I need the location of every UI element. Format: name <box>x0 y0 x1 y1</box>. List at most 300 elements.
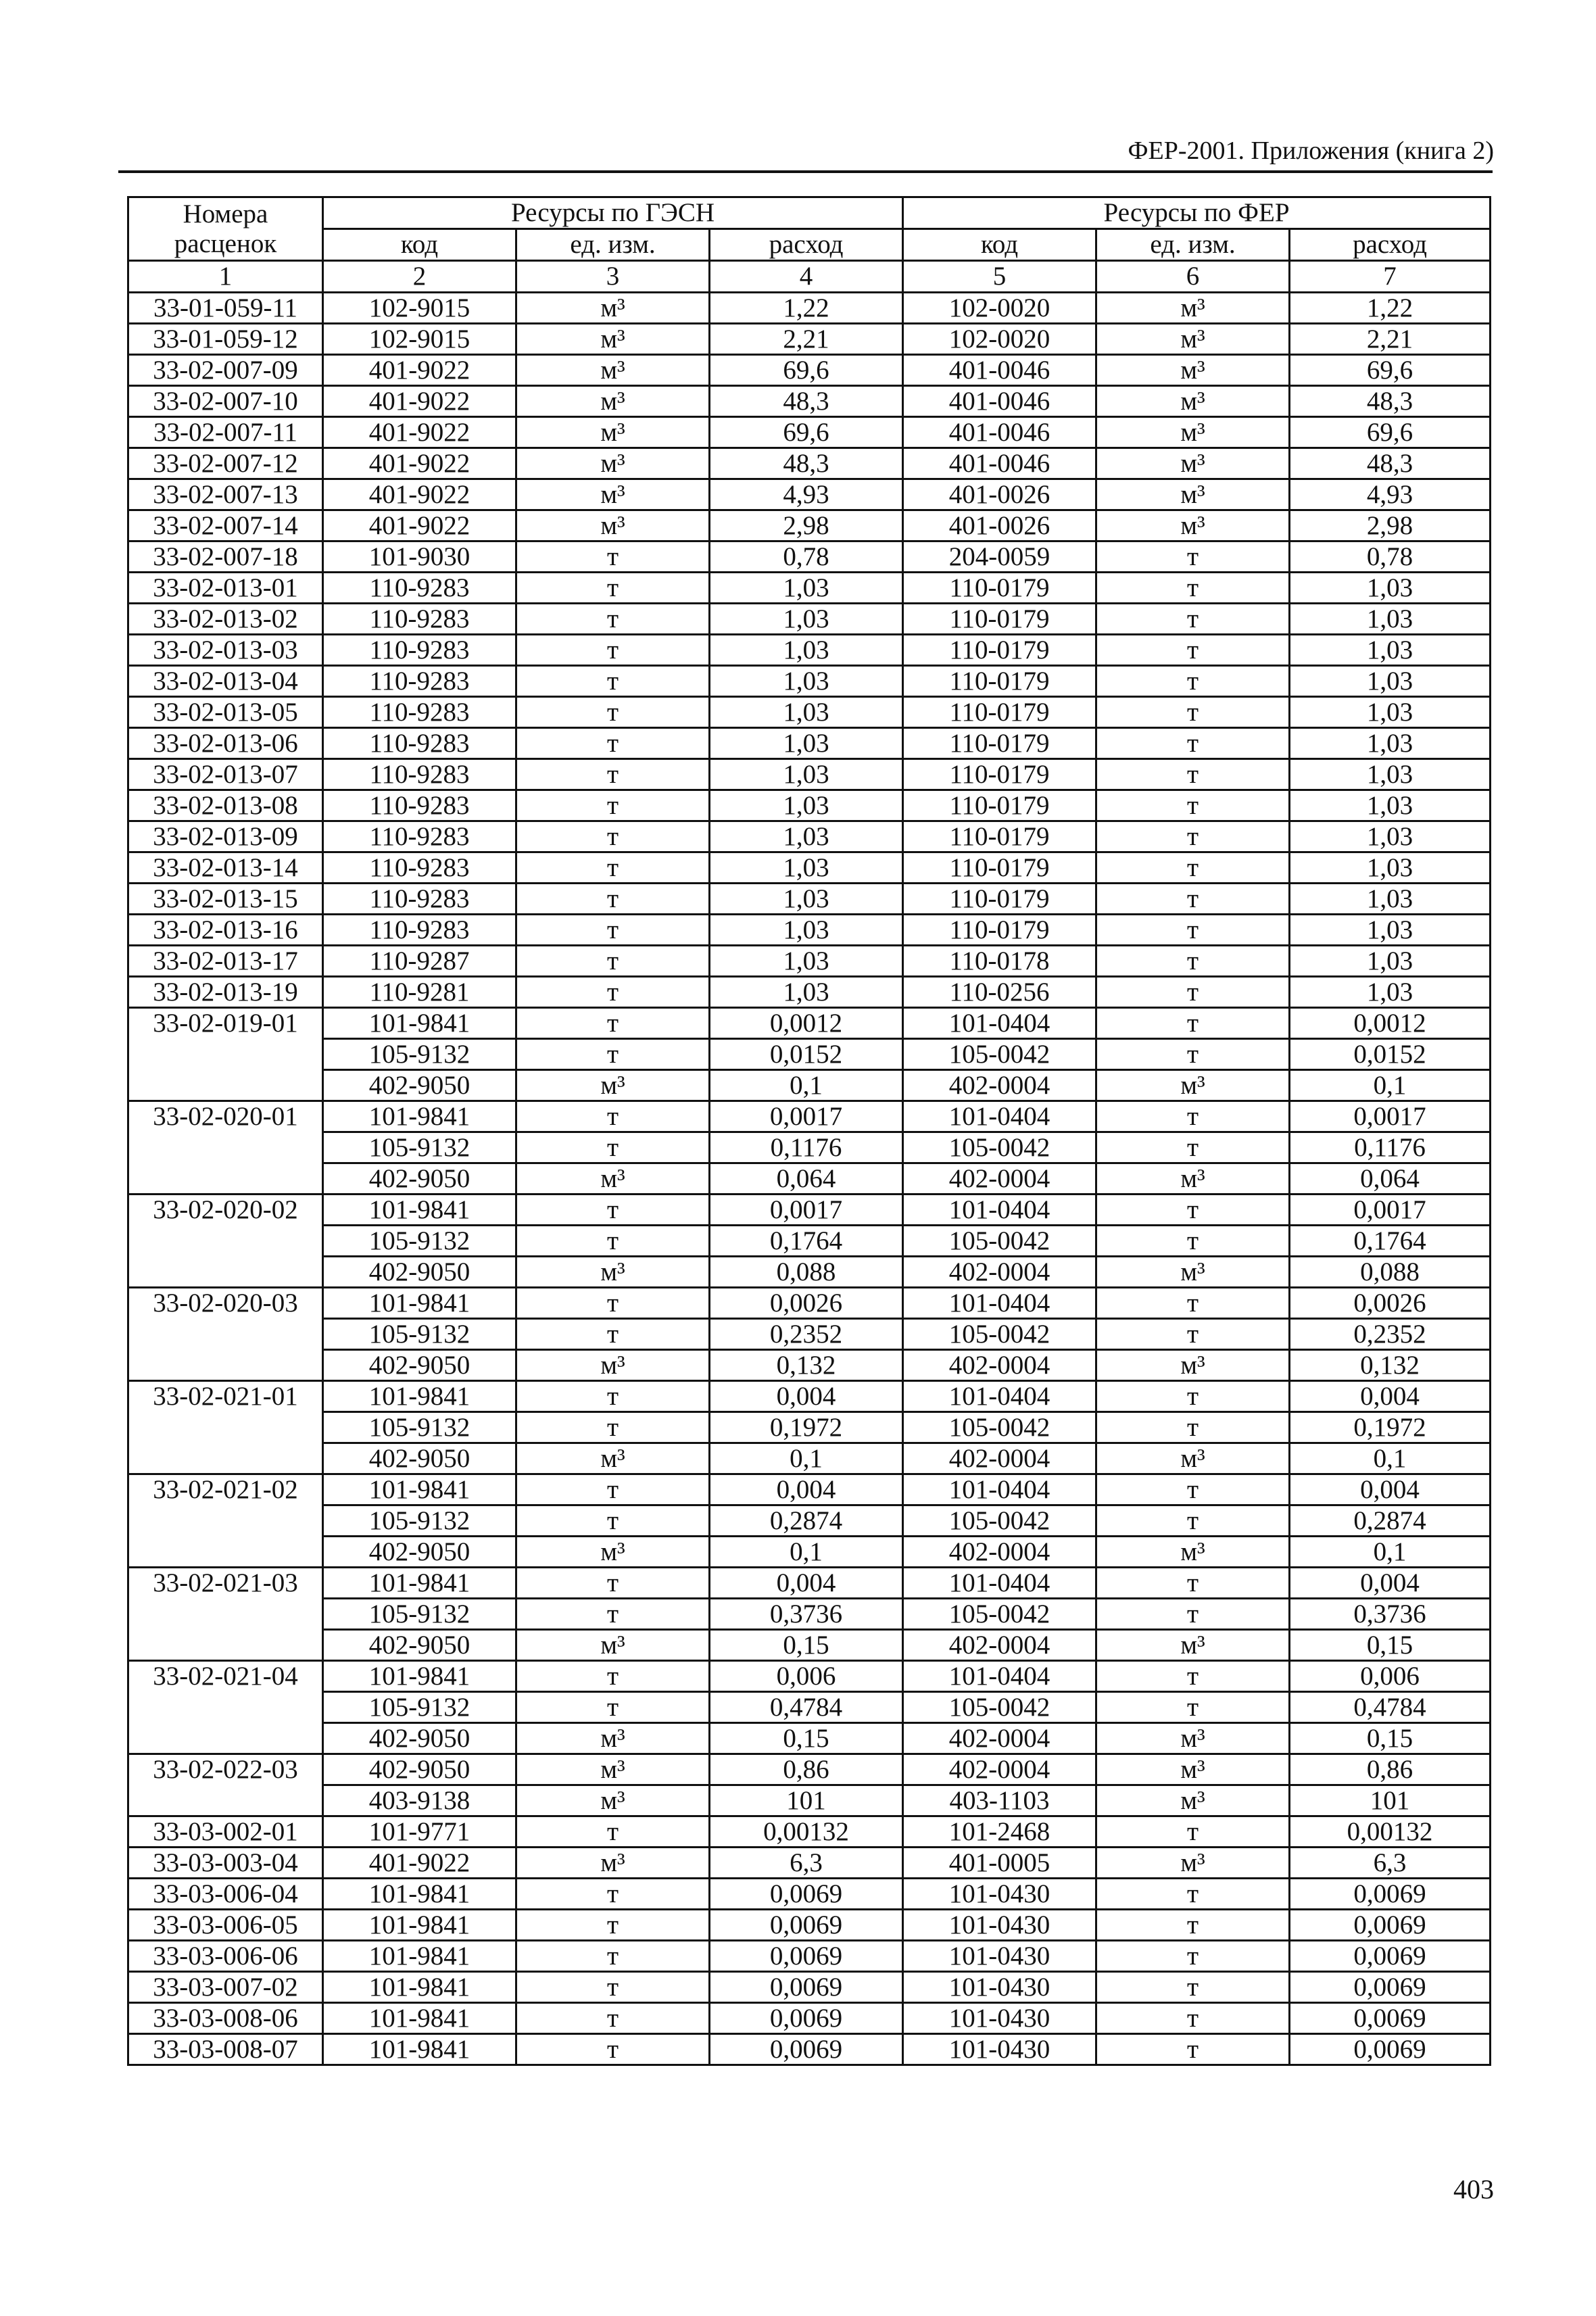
rate-number-cell: 33-02-007-13 <box>128 479 323 510</box>
gesn-amount-cell: 2,21 <box>710 324 903 355</box>
gesn-code-cell: 402-9050 <box>323 1350 516 1381</box>
fer-amount-cell: 0,1 <box>1290 1070 1491 1101</box>
gesn-unit-cell: т <box>516 1599 710 1630</box>
table-row <box>128 1008 1491 1039</box>
fer-code-cell: 110-0179 <box>903 604 1096 635</box>
fer-code-cell: 110-0179 <box>903 790 1096 821</box>
gesn-code-cell: 101-9841 <box>323 1381 516 1412</box>
fer-code-cell: 401-0046 <box>903 355 1096 386</box>
fer-amount-cell: 48,3 <box>1290 448 1491 479</box>
gesn-unit-cell: м³ <box>516 479 710 510</box>
gesn-amount-cell: 0,132 <box>710 1350 903 1381</box>
header-fer-code: код <box>903 229 1096 261</box>
table-row <box>128 1070 1491 1101</box>
gesn-code-cell: 105-9132 <box>323 1599 516 1630</box>
gesn-code-cell: 110-9283 <box>323 635 516 666</box>
gesn-amount-cell: 1,03 <box>710 573 903 604</box>
gesn-unit-cell: м³ <box>516 1350 710 1381</box>
rate-number-cell: 33-02-021-04 <box>128 1661 323 1754</box>
gesn-code-cell: 402-9050 <box>323 1754 516 1785</box>
rate-number-cell: 33-02-007-14 <box>128 510 323 541</box>
gesn-amount-cell: 0,004 <box>710 1474 903 1505</box>
fer-amount-cell: 1,03 <box>1290 915 1491 946</box>
fer-unit-cell: т <box>1096 604 1290 635</box>
gesn-amount-cell: 0,2874 <box>710 1505 903 1537</box>
fer-unit-cell: т <box>1096 1101 1290 1132</box>
fer-code-cell: 402-0004 <box>903 1754 1096 1785</box>
fer-unit-cell: т <box>1096 1195 1290 1226</box>
fer-unit-cell: м³ <box>1096 1257 1290 1288</box>
rate-number-cell: 33-03-008-07 <box>128 2034 323 2065</box>
gesn-amount-cell: 0,0069 <box>710 2034 903 2065</box>
table-row <box>128 1381 1491 1412</box>
gesn-unit-cell: м³ <box>516 510 710 541</box>
fer-unit-cell: т <box>1096 2034 1290 2065</box>
table-row <box>128 1350 1491 1381</box>
gesn-amount-cell: 0,86 <box>710 1754 903 1785</box>
fer-unit-cell: м³ <box>1096 1754 1290 1785</box>
fer-amount-cell: 0,1972 <box>1290 1412 1491 1443</box>
gesn-code-cell: 401-9022 <box>323 386 516 417</box>
gesn-code-cell: 101-9841 <box>323 1910 516 1941</box>
rate-number-cell: 33-02-013-17 <box>128 946 323 977</box>
gesn-unit-cell: т <box>516 1132 710 1163</box>
fer-unit-cell: т <box>1096 635 1290 666</box>
rate-number-cell: 33-02-007-10 <box>128 386 323 417</box>
rate-number-cell: 33-03-002-01 <box>128 1816 323 1848</box>
gesn-code-cell: 110-9283 <box>323 604 516 635</box>
header-gesn-unit: ед. изм. <box>516 229 710 261</box>
fer-code-cell: 110-0179 <box>903 573 1096 604</box>
fer-code-cell: 101-0404 <box>903 1381 1096 1412</box>
fer-unit-cell: т <box>1096 1568 1290 1599</box>
table-row <box>128 884 1491 915</box>
fer-code-cell: 101-0430 <box>903 1910 1096 1941</box>
gesn-amount-cell: 0,0069 <box>710 1879 903 1910</box>
gesn-code-cell: 102-9015 <box>323 293 516 324</box>
fer-unit-cell: т <box>1096 1505 1290 1537</box>
fer-amount-cell: 0,00132 <box>1290 1816 1491 1848</box>
fer-unit-cell: м³ <box>1096 1785 1290 1816</box>
gesn-unit-cell: т <box>516 759 710 790</box>
gesn-unit-cell: т <box>516 604 710 635</box>
gesn-amount-cell: 1,03 <box>710 884 903 915</box>
fer-code-cell: 101-0404 <box>903 1661 1096 1692</box>
gesn-code-cell: 110-9283 <box>323 790 516 821</box>
fer-unit-cell: т <box>1096 728 1290 759</box>
gesn-code-cell: 401-9022 <box>323 417 516 448</box>
table-row <box>128 1910 1491 1941</box>
rate-number-cell: 33-02-021-02 <box>128 1474 323 1568</box>
fer-unit-cell: т <box>1096 1474 1290 1505</box>
fer-unit-cell: т <box>1096 1412 1290 1443</box>
gesn-unit-cell: т <box>516 1972 710 2003</box>
column-number: 2 <box>323 261 516 293</box>
rate-number-cell: 33-02-020-03 <box>128 1288 323 1381</box>
gesn-code-cell: 110-9283 <box>323 821 516 852</box>
fer-amount-cell: 1,03 <box>1290 697 1491 728</box>
gesn-code-cell: 402-9050 <box>323 1163 516 1195</box>
gesn-unit-cell: т <box>516 821 710 852</box>
column-number: 1 <box>128 261 323 293</box>
gesn-amount-cell: 0,1176 <box>710 1132 903 1163</box>
table-row <box>128 324 1491 355</box>
gesn-amount-cell: 1,03 <box>710 977 903 1008</box>
fer-amount-cell: 0,004 <box>1290 1381 1491 1412</box>
gesn-amount-cell: 0,2352 <box>710 1319 903 1350</box>
fer-code-cell: 101-0404 <box>903 1568 1096 1599</box>
gesn-amount-cell: 0,0069 <box>710 1972 903 2003</box>
gesn-unit-cell: т <box>516 697 710 728</box>
gesn-unit-cell: м³ <box>516 293 710 324</box>
gesn-unit-cell: м³ <box>516 1630 710 1661</box>
fer-code-cell: 401-0046 <box>903 386 1096 417</box>
fer-code-cell: 401-0026 <box>903 510 1096 541</box>
gesn-unit-cell: т <box>516 635 710 666</box>
gesn-unit-cell: т <box>516 1661 710 1692</box>
table-row <box>128 1195 1491 1226</box>
table-row <box>128 573 1491 604</box>
gesn-amount-cell: 0,78 <box>710 541 903 573</box>
gesn-code-cell: 110-9283 <box>323 697 516 728</box>
column-number: 4 <box>710 261 903 293</box>
gesn-amount-cell: 48,3 <box>710 448 903 479</box>
fer-code-cell: 105-0042 <box>903 1412 1096 1443</box>
gesn-amount-cell: 1,03 <box>710 821 903 852</box>
rate-number-cell: 33-02-013-14 <box>128 852 323 884</box>
fer-unit-cell: м³ <box>1096 1537 1290 1568</box>
gesn-unit-cell: м³ <box>516 1257 710 1288</box>
fer-amount-cell: 1,03 <box>1290 852 1491 884</box>
fer-code-cell: 105-0042 <box>903 1692 1096 1723</box>
gesn-amount-cell: 0,1 <box>710 1070 903 1101</box>
fer-code-cell: 401-0046 <box>903 448 1096 479</box>
gesn-amount-cell: 1,03 <box>710 635 903 666</box>
gesn-amount-cell: 0,0017 <box>710 1195 903 1226</box>
document-header: ФЕР-2001. Приложения (книга 2) <box>1128 137 1494 165</box>
rate-number-cell: 33-02-013-07 <box>128 759 323 790</box>
fer-unit-cell: т <box>1096 1972 1290 2003</box>
fer-code-cell: 101-2468 <box>903 1816 1096 1848</box>
fer-unit-cell: м³ <box>1096 1630 1290 1661</box>
column-number: 5 <box>903 261 1096 293</box>
table-row <box>128 1505 1491 1537</box>
fer-code-cell: 110-0179 <box>903 915 1096 946</box>
gesn-code-cell: 401-9022 <box>323 479 516 510</box>
gesn-code-cell: 105-9132 <box>323 1319 516 1350</box>
table-row <box>128 604 1491 635</box>
gesn-unit-cell: т <box>516 2003 710 2034</box>
gesn-code-cell: 101-9841 <box>323 2034 516 2065</box>
table-row <box>128 728 1491 759</box>
resource-table <box>127 196 1491 2066</box>
table-row <box>128 1848 1491 1879</box>
gesn-unit-cell: т <box>516 1692 710 1723</box>
fer-code-cell: 101-0404 <box>903 1288 1096 1319</box>
table-row <box>128 759 1491 790</box>
rate-number-cell: 33-02-013-08 <box>128 790 323 821</box>
gesn-code-cell: 101-9030 <box>323 541 516 573</box>
fer-amount-cell: 0,0069 <box>1290 1972 1491 2003</box>
gesn-amount-cell: 0,0152 <box>710 1039 903 1070</box>
rate-number-cell: 33-02-021-01 <box>128 1381 323 1474</box>
fer-code-cell: 204-0059 <box>903 541 1096 573</box>
fer-unit-cell: т <box>1096 1039 1290 1070</box>
fer-unit-cell: м³ <box>1096 1723 1290 1754</box>
gesn-unit-cell: т <box>516 541 710 573</box>
fer-amount-cell: 0,0017 <box>1290 1101 1491 1132</box>
gesn-amount-cell: 4,93 <box>710 479 903 510</box>
fer-amount-cell: 0,15 <box>1290 1630 1491 1661</box>
gesn-unit-cell: т <box>516 946 710 977</box>
gesn-code-cell: 402-9050 <box>323 1070 516 1101</box>
fer-code-cell: 101-0430 <box>903 2034 1096 2065</box>
fer-amount-cell: 0,004 <box>1290 1568 1491 1599</box>
table-row <box>128 479 1491 510</box>
fer-code-cell: 101-0430 <box>903 2003 1096 2034</box>
gesn-unit-cell: м³ <box>516 324 710 355</box>
table-row <box>128 1879 1491 1910</box>
table-row <box>128 1599 1491 1630</box>
fer-amount-cell: 101 <box>1290 1785 1491 1816</box>
fer-unit-cell: т <box>1096 790 1290 821</box>
table-row <box>128 1288 1491 1319</box>
table-row <box>128 946 1491 977</box>
table-row <box>128 1785 1491 1816</box>
column-numbers-row <box>128 261 1491 293</box>
rate-number-cell: 33-02-013-04 <box>128 666 323 697</box>
table-row <box>128 1941 1491 1972</box>
gesn-unit-cell: т <box>516 790 710 821</box>
rate-number-cell: 33-01-059-12 <box>128 324 323 355</box>
fer-unit-cell: м³ <box>1096 386 1290 417</box>
gesn-amount-cell: 1,03 <box>710 697 903 728</box>
gesn-amount-cell: 6,3 <box>710 1848 903 1879</box>
gesn-code-cell: 101-9841 <box>323 1195 516 1226</box>
fer-amount-cell: 0,1 <box>1290 1537 1491 1568</box>
gesn-code-cell: 403-9138 <box>323 1785 516 1816</box>
fer-unit-cell: м³ <box>1096 1163 1290 1195</box>
fer-unit-cell: т <box>1096 1692 1290 1723</box>
table-row <box>128 510 1491 541</box>
fer-unit-cell: т <box>1096 1008 1290 1039</box>
fer-code-cell: 110-0179 <box>903 759 1096 790</box>
gesn-unit-cell: м³ <box>516 1848 710 1879</box>
gesn-unit-cell: т <box>516 1816 710 1848</box>
fer-unit-cell: т <box>1096 1910 1290 1941</box>
fer-amount-cell: 0,86 <box>1290 1754 1491 1785</box>
fer-unit-cell: т <box>1096 573 1290 604</box>
fer-unit-cell: м³ <box>1096 479 1290 510</box>
fer-code-cell: 101-0404 <box>903 1474 1096 1505</box>
fer-unit-cell: м³ <box>1096 417 1290 448</box>
gesn-code-cell: 401-9022 <box>323 355 516 386</box>
fer-amount-cell: 0,78 <box>1290 541 1491 573</box>
fer-code-cell: 402-0004 <box>903 1163 1096 1195</box>
fer-code-cell: 402-0004 <box>903 1537 1096 1568</box>
gesn-code-cell: 101-9841 <box>323 1008 516 1039</box>
gesn-amount-cell: 1,03 <box>710 915 903 946</box>
table-row <box>128 1443 1491 1474</box>
gesn-code-cell: 101-9841 <box>323 1941 516 1972</box>
fer-code-cell: 101-0430 <box>903 1879 1096 1910</box>
fer-code-cell: 402-0004 <box>903 1257 1096 1288</box>
table-row <box>128 697 1491 728</box>
rate-number-cell: 33-03-006-06 <box>128 1941 323 1972</box>
fer-code-cell: 101-0430 <box>903 1941 1096 1972</box>
fer-amount-cell: 0,2352 <box>1290 1319 1491 1350</box>
table-row <box>128 1039 1491 1070</box>
gesn-amount-cell: 0,3736 <box>710 1599 903 1630</box>
table-row <box>128 1816 1491 1848</box>
gesn-unit-cell: т <box>516 1879 710 1910</box>
gesn-unit-cell: т <box>516 1474 710 1505</box>
table-row <box>128 915 1491 946</box>
gesn-unit-cell: т <box>516 1226 710 1257</box>
table-row <box>128 977 1491 1008</box>
header-gesn-code: код <box>323 229 516 261</box>
rate-number-cell: 33-01-059-11 <box>128 293 323 324</box>
fer-code-cell: 402-0004 <box>903 1443 1096 1474</box>
gesn-code-cell: 105-9132 <box>323 1505 516 1537</box>
gesn-amount-cell: 0,00132 <box>710 1816 903 1848</box>
gesn-code-cell: 102-9015 <box>323 324 516 355</box>
gesn-code-cell: 110-9287 <box>323 946 516 977</box>
gesn-code-cell: 402-9050 <box>323 1630 516 1661</box>
fer-unit-cell: т <box>1096 1879 1290 1910</box>
fer-amount-cell: 0,15 <box>1290 1723 1491 1754</box>
gesn-unit-cell: т <box>516 2034 710 2065</box>
table-body <box>128 293 1491 2065</box>
gesn-unit-cell: т <box>516 1319 710 1350</box>
gesn-code-cell: 105-9132 <box>323 1132 516 1163</box>
fer-amount-cell: 0,0069 <box>1290 2034 1491 2065</box>
fer-amount-cell: 1,03 <box>1290 635 1491 666</box>
table-row <box>128 448 1491 479</box>
gesn-amount-cell: 0,4784 <box>710 1692 903 1723</box>
fer-code-cell: 402-0004 <box>903 1350 1096 1381</box>
fer-code-cell: 105-0042 <box>903 1039 1096 1070</box>
fer-unit-cell: т <box>1096 1288 1290 1319</box>
rate-number-cell: 33-03-006-05 <box>128 1910 323 1941</box>
gesn-code-cell: 101-9841 <box>323 1474 516 1505</box>
gesn-amount-cell: 0,006 <box>710 1661 903 1692</box>
table-row <box>128 1163 1491 1195</box>
gesn-unit-cell: т <box>516 852 710 884</box>
gesn-amount-cell: 101 <box>710 1785 903 1816</box>
gesn-code-cell: 101-9841 <box>323 1661 516 1692</box>
gesn-code-cell: 110-9281 <box>323 977 516 1008</box>
table-row <box>128 666 1491 697</box>
table-row <box>128 1226 1491 1257</box>
gesn-amount-cell: 1,03 <box>710 604 903 635</box>
rate-number-cell: 33-02-013-16 <box>128 915 323 946</box>
fer-unit-cell: т <box>1096 977 1290 1008</box>
fer-amount-cell: 2,21 <box>1290 324 1491 355</box>
gesn-code-cell: 110-9283 <box>323 666 516 697</box>
table-row <box>128 417 1491 448</box>
header-fer-unit: ед. изм. <box>1096 229 1290 261</box>
gesn-amount-cell: 0,1 <box>710 1443 903 1474</box>
fer-amount-cell: 0,1764 <box>1290 1226 1491 1257</box>
fer-amount-cell: 0,0069 <box>1290 2003 1491 2034</box>
gesn-unit-cell: м³ <box>516 1723 710 1754</box>
column-number: 3 <box>516 261 710 293</box>
fer-code-cell: 110-0179 <box>903 821 1096 852</box>
rate-number-cell: 33-02-020-01 <box>128 1101 323 1195</box>
fer-code-cell: 110-0178 <box>903 946 1096 977</box>
rate-number-cell: 33-02-007-09 <box>128 355 323 386</box>
rate-number-cell: 33-03-007-02 <box>128 1972 323 2003</box>
fer-code-cell: 105-0042 <box>903 1505 1096 1537</box>
fer-code-cell: 110-0256 <box>903 977 1096 1008</box>
gesn-amount-cell: 0,004 <box>710 1568 903 1599</box>
gesn-code-cell: 110-9283 <box>323 915 516 946</box>
fer-code-cell: 101-0404 <box>903 1008 1096 1039</box>
fer-amount-cell: 0,132 <box>1290 1350 1491 1381</box>
gesn-unit-cell: т <box>516 1039 710 1070</box>
gesn-amount-cell: 48,3 <box>710 386 903 417</box>
fer-amount-cell: 1,03 <box>1290 573 1491 604</box>
fer-amount-cell: 0,2874 <box>1290 1505 1491 1537</box>
fer-amount-cell: 0,3736 <box>1290 1599 1491 1630</box>
gesn-amount-cell: 0,0069 <box>710 2003 903 2034</box>
gesn-code-cell: 402-9050 <box>323 1537 516 1568</box>
fer-unit-cell: т <box>1096 1661 1290 1692</box>
fer-amount-cell: 0,4784 <box>1290 1692 1491 1723</box>
column-number: 7 <box>1290 261 1491 293</box>
gesn-amount-cell: 1,03 <box>710 946 903 977</box>
header-rule <box>118 170 1493 173</box>
gesn-code-cell: 105-9132 <box>323 1412 516 1443</box>
fer-code-cell: 110-0179 <box>903 728 1096 759</box>
fer-unit-cell: м³ <box>1096 1350 1290 1381</box>
fer-amount-cell: 0,0152 <box>1290 1039 1491 1070</box>
gesn-unit-cell: м³ <box>516 1785 710 1816</box>
fer-amount-cell: 4,93 <box>1290 479 1491 510</box>
gesn-code-cell: 110-9283 <box>323 852 516 884</box>
gesn-unit-cell: м³ <box>516 1443 710 1474</box>
rate-number-cell: 33-02-022-03 <box>128 1754 323 1816</box>
fer-unit-cell: т <box>1096 541 1290 573</box>
fer-unit-cell: м³ <box>1096 510 1290 541</box>
fer-unit-cell: т <box>1096 1941 1290 1972</box>
table-row <box>128 790 1491 821</box>
gesn-amount-cell: 0,1764 <box>710 1226 903 1257</box>
fer-amount-cell: 1,03 <box>1290 821 1491 852</box>
gesn-amount-cell: 0,15 <box>710 1723 903 1754</box>
gesn-unit-cell: т <box>516 728 710 759</box>
gesn-amount-cell: 2,98 <box>710 510 903 541</box>
table-row <box>128 1474 1491 1505</box>
gesn-amount-cell: 0,088 <box>710 1257 903 1288</box>
fer-unit-cell: т <box>1096 821 1290 852</box>
gesn-code-cell: 401-9022 <box>323 448 516 479</box>
fer-amount-cell: 48,3 <box>1290 386 1491 417</box>
gesn-amount-cell: 0,0017 <box>710 1101 903 1132</box>
gesn-code-cell: 402-9050 <box>323 1443 516 1474</box>
fer-amount-cell: 1,03 <box>1290 977 1491 1008</box>
gesn-code-cell: 401-9022 <box>323 510 516 541</box>
gesn-amount-cell: 0,1972 <box>710 1412 903 1443</box>
gesn-amount-cell: 0,0012 <box>710 1008 903 1039</box>
fer-amount-cell: 0,064 <box>1290 1163 1491 1195</box>
page-number: 403 <box>1453 2174 1494 2204</box>
gesn-code-cell: 101-9841 <box>323 1879 516 1910</box>
table-row <box>128 821 1491 852</box>
gesn-unit-cell: м³ <box>516 448 710 479</box>
fer-amount-cell: 0,0069 <box>1290 1879 1491 1910</box>
